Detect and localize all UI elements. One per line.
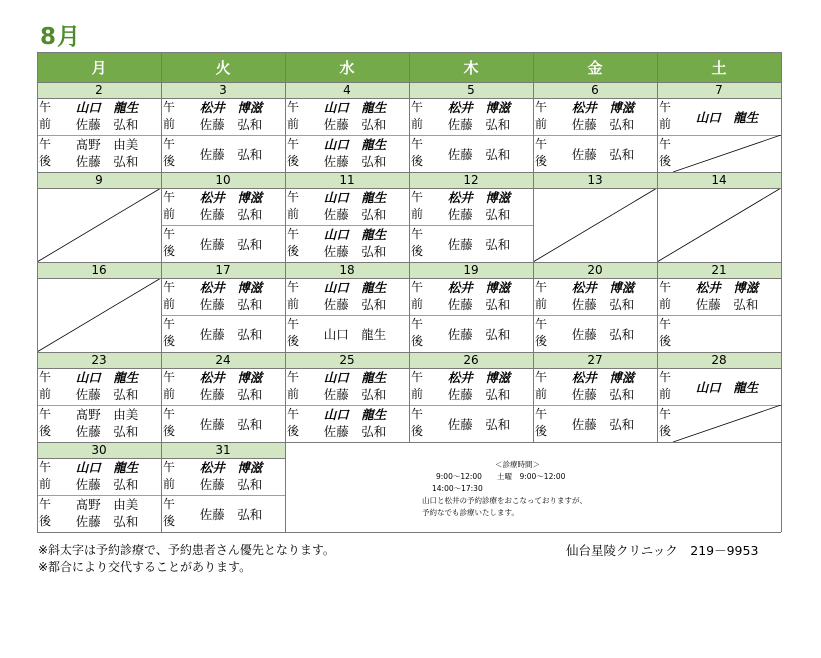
weekday-header: 土 xyxy=(657,52,781,82)
ampm-label: 前 xyxy=(658,117,671,131)
date-label: 2 xyxy=(37,82,161,98)
doctor-name: 山口 龍生 xyxy=(75,100,139,115)
grid-line xyxy=(781,52,782,532)
doctor-name: 佐藤 弘和 xyxy=(571,417,635,432)
ampm-label: 午 xyxy=(38,137,51,151)
ampm-label: 前 xyxy=(286,387,299,401)
doctor-name: 佐藤 弘和 xyxy=(447,297,511,312)
doctor-name: 松井 博滋 xyxy=(695,280,759,295)
slot-divider xyxy=(657,315,781,316)
ampm-label: 前 xyxy=(534,387,547,401)
ampm-label: 後 xyxy=(410,244,423,258)
date-label: 6 xyxy=(533,82,657,98)
doctor-name: 佐藤 弘和 xyxy=(323,424,387,439)
doctor-name: 佐藤 弘和 xyxy=(571,117,635,132)
page-title: 8月 xyxy=(40,24,82,50)
closed-diagonal xyxy=(673,135,781,172)
ampm-label: 午 xyxy=(162,227,175,241)
date-label: 18 xyxy=(285,262,409,278)
doctor-name: 佐藤 弘和 xyxy=(199,117,263,132)
grid-line xyxy=(161,52,162,532)
slot-divider xyxy=(161,405,285,406)
ampm-label: 午 xyxy=(162,370,175,384)
doctor-name: 山口 龍生 xyxy=(323,407,387,422)
closed-diagonal xyxy=(533,188,657,262)
doctor-name: 山口 龍生 xyxy=(323,100,387,115)
ampm-label: 後 xyxy=(534,424,547,438)
note-line-2: ※都合により交代することがあります。 xyxy=(38,560,252,574)
ampm-label: 午 xyxy=(534,100,547,114)
date-label: 4 xyxy=(285,82,409,98)
ampm-label: 午 xyxy=(286,280,299,294)
ampm-label: 前 xyxy=(162,477,175,491)
doctor-name: 松井 博滋 xyxy=(199,100,263,115)
ampm-label: 後 xyxy=(658,334,671,348)
ampm-label: 後 xyxy=(38,514,51,528)
ampm-label: 後 xyxy=(658,154,671,168)
date-label: 13 xyxy=(533,172,657,188)
doctor-name: 佐藤 弘和 xyxy=(447,387,511,402)
date-label: 14 xyxy=(657,172,781,188)
doctor-name: 松井 博滋 xyxy=(571,370,635,385)
doctor-name: 佐藤 弘和 xyxy=(75,514,139,529)
ampm-label: 後 xyxy=(162,334,175,348)
doctor-name: 松井 博滋 xyxy=(447,190,511,205)
doctor-name: 松井 博滋 xyxy=(447,280,511,295)
ampm-label: 午 xyxy=(38,407,51,421)
ampm-label: 午 xyxy=(286,100,299,114)
date-label: 24 xyxy=(161,352,285,368)
doctor-name: 佐藤 弘和 xyxy=(199,477,263,492)
ampm-label: 午 xyxy=(410,317,423,331)
date-label: 20 xyxy=(533,262,657,278)
ampm-label: 前 xyxy=(410,297,423,311)
doctor-name: 山口 龍生 xyxy=(695,380,759,395)
closed-diagonal xyxy=(37,188,161,262)
ampm-label: 前 xyxy=(658,387,671,401)
slot-divider xyxy=(533,315,657,316)
doctor-name: 山口 龍生 xyxy=(323,137,387,152)
ampm-label: 午 xyxy=(410,280,423,294)
ampm-label: 前 xyxy=(410,117,423,131)
slot-divider xyxy=(409,135,533,136)
ampm-label: 前 xyxy=(410,387,423,401)
weekday-header: 水 xyxy=(285,52,409,82)
ampm-label: 後 xyxy=(286,154,299,168)
ampm-label: 午 xyxy=(38,370,51,384)
doctor-name: 佐藤 弘和 xyxy=(199,207,263,222)
ampm-label: 前 xyxy=(286,207,299,221)
doctor-name: 佐藤 弘和 xyxy=(447,147,511,162)
doctor-name: 佐藤 弘和 xyxy=(447,327,511,342)
date-label: 10 xyxy=(161,172,285,188)
date-label: 17 xyxy=(161,262,285,278)
ampm-label: 後 xyxy=(658,424,671,438)
ampm-label: 午 xyxy=(286,227,299,241)
doctor-name: 山口 龍生 xyxy=(75,460,139,475)
closed-diagonal xyxy=(37,278,161,352)
doctor-name: 髙野 由美 xyxy=(75,497,139,512)
ampm-label: 午 xyxy=(162,407,175,421)
grid-line xyxy=(37,532,781,533)
hours-heading: ＜診療時間＞ xyxy=(495,460,540,469)
doctor-name: 佐藤 弘和 xyxy=(571,387,635,402)
date-label: 26 xyxy=(409,352,533,368)
hours-line: 9:00～12:00 土曜 9:00～12:00 xyxy=(436,472,566,481)
doctor-name: 佐藤 弘和 xyxy=(75,154,139,169)
ampm-label: 午 xyxy=(286,317,299,331)
ampm-label: 午 xyxy=(286,370,299,384)
doctor-name: 佐藤 弘和 xyxy=(199,387,263,402)
hours-line: 14:00～17:30 xyxy=(432,484,483,493)
hours-box xyxy=(286,443,781,532)
weekday-header: 金 xyxy=(533,52,657,82)
ampm-label: 後 xyxy=(534,334,547,348)
date-label: 30 xyxy=(37,442,161,458)
doctor-name: 山口 龍生 xyxy=(695,110,759,125)
hours-line: 予約なでも診療いたします。 xyxy=(422,508,519,517)
ampm-label: 後 xyxy=(38,424,51,438)
doctor-name: 髙野 由美 xyxy=(75,137,139,152)
doctor-name: 山口 龍生 xyxy=(323,370,387,385)
ampm-label: 前 xyxy=(162,207,175,221)
date-label: 7 xyxy=(657,82,781,98)
doctor-name: 佐藤 弘和 xyxy=(199,147,263,162)
doctor-name: 山口 龍生 xyxy=(323,190,387,205)
hours-line: 山口と松井の予約診療をおこなっておりますが、 xyxy=(422,496,587,505)
doctor-name: 佐藤 弘和 xyxy=(447,117,511,132)
ampm-label: 後 xyxy=(286,244,299,258)
grid-line xyxy=(37,52,38,532)
date-label: 3 xyxy=(161,82,285,98)
note-line-1: ※斜太字は予約診療で、予約患者さん優先となります。 xyxy=(38,543,335,557)
ampm-label: 午 xyxy=(286,137,299,151)
doctor-name: 松井 博滋 xyxy=(199,370,263,385)
ampm-label: 前 xyxy=(286,117,299,131)
closed-diagonal xyxy=(657,188,781,262)
ampm-label: 前 xyxy=(162,117,175,131)
ampm-label: 午 xyxy=(658,280,671,294)
ampm-label: 後 xyxy=(286,424,299,438)
date-label: 21 xyxy=(657,262,781,278)
doctor-name: 佐藤 弘和 xyxy=(199,327,263,342)
doctor-name: 佐藤 弘和 xyxy=(447,417,511,432)
doctor-name: 松井 博滋 xyxy=(571,280,635,295)
doctor-name: 佐藤 弘和 xyxy=(75,117,139,132)
ampm-label: 午 xyxy=(658,370,671,384)
ampm-label: 午 xyxy=(410,190,423,204)
ampm-label: 後 xyxy=(410,154,423,168)
weekday-header: 月 xyxy=(37,52,161,82)
ampm-label: 前 xyxy=(38,117,51,131)
doctor-name: 髙野 由美 xyxy=(75,407,139,422)
slot-divider xyxy=(161,135,285,136)
slot-divider xyxy=(161,225,285,226)
doctor-name: 佐藤 弘和 xyxy=(323,244,387,259)
ampm-label: 前 xyxy=(286,297,299,311)
doctor-name: 山口 龍生 xyxy=(323,280,387,295)
ampm-label: 午 xyxy=(658,407,671,421)
slot-divider xyxy=(409,225,533,226)
doctor-name: 佐藤 弘和 xyxy=(75,387,139,402)
ampm-label: 前 xyxy=(162,387,175,401)
doctor-name: 松井 博滋 xyxy=(571,100,635,115)
weekday-header: 火 xyxy=(161,52,285,82)
doctor-name: 佐藤 弘和 xyxy=(571,297,635,312)
ampm-label: 前 xyxy=(658,297,671,311)
doctor-name: 山口 龍生 xyxy=(323,227,387,242)
doctor-name: 佐藤 弘和 xyxy=(323,117,387,132)
ampm-label: 午 xyxy=(162,137,175,151)
date-label: 25 xyxy=(285,352,409,368)
date-label: 16 xyxy=(37,262,161,278)
ampm-label: 午 xyxy=(534,280,547,294)
date-label: 23 xyxy=(37,352,161,368)
ampm-label: 午 xyxy=(658,317,671,331)
ampm-label: 午 xyxy=(162,460,175,474)
slot-divider xyxy=(285,315,409,316)
doctor-name: 佐藤 弘和 xyxy=(75,477,139,492)
doctor-name: 佐藤 弘和 xyxy=(571,147,635,162)
ampm-label: 午 xyxy=(534,370,547,384)
ampm-label: 後 xyxy=(38,154,51,168)
slot-divider xyxy=(409,315,533,316)
ampm-label: 前 xyxy=(38,387,51,401)
ampm-label: 午 xyxy=(162,190,175,204)
ampm-label: 前 xyxy=(534,297,547,311)
ampm-label: 午 xyxy=(410,370,423,384)
ampm-label: 午 xyxy=(162,497,175,511)
date-label: 12 xyxy=(409,172,533,188)
ampm-label: 後 xyxy=(162,244,175,258)
ampm-label: 午 xyxy=(658,137,671,151)
doctor-name: 松井 博滋 xyxy=(199,460,263,475)
slot-divider xyxy=(533,405,657,406)
doctor-name: 佐藤 弘和 xyxy=(199,507,263,522)
ampm-label: 後 xyxy=(410,424,423,438)
clinic-contact: 仙台星陵クリニック 219－9953 xyxy=(566,543,759,558)
ampm-label: 午 xyxy=(162,280,175,294)
doctor-name: 山口 龍生 xyxy=(323,327,387,342)
date-label: 9 xyxy=(37,172,161,188)
doctor-name: 松井 博滋 xyxy=(447,370,511,385)
ampm-label: 後 xyxy=(162,424,175,438)
slot-divider xyxy=(161,495,285,496)
doctor-name: 松井 博滋 xyxy=(447,100,511,115)
date-label: 27 xyxy=(533,352,657,368)
ampm-label: 午 xyxy=(286,407,299,421)
ampm-label: 午 xyxy=(38,497,51,511)
ampm-label: 前 xyxy=(38,477,51,491)
slot-divider xyxy=(161,315,285,316)
doctor-name: 佐藤 弘和 xyxy=(199,237,263,252)
ampm-label: 午 xyxy=(410,137,423,151)
ampm-label: 午 xyxy=(410,407,423,421)
ampm-label: 午 xyxy=(38,460,51,474)
doctor-name: 佐藤 弘和 xyxy=(323,387,387,402)
ampm-label: 午 xyxy=(534,317,547,331)
ampm-label: 後 xyxy=(286,334,299,348)
ampm-label: 午 xyxy=(534,407,547,421)
doctor-name: 佐藤 弘和 xyxy=(199,297,263,312)
ampm-label: 前 xyxy=(410,207,423,221)
date-label: 19 xyxy=(409,262,533,278)
ampm-label: 午 xyxy=(410,227,423,241)
doctor-name: 佐藤 弘和 xyxy=(323,297,387,312)
date-label: 28 xyxy=(657,352,781,368)
doctor-name: 佐藤 弘和 xyxy=(695,297,759,312)
doctor-name: 山口 龍生 xyxy=(75,370,139,385)
ampm-label: 午 xyxy=(658,100,671,114)
doctor-name: 佐藤 弘和 xyxy=(75,424,139,439)
weekday-header: 木 xyxy=(409,52,533,82)
ampm-label: 午 xyxy=(38,100,51,114)
date-label: 11 xyxy=(285,172,409,188)
ampm-label: 後 xyxy=(534,154,547,168)
slot-divider xyxy=(409,405,533,406)
date-label: 31 xyxy=(161,442,285,458)
closed-diagonal xyxy=(673,405,781,442)
ampm-label: 午 xyxy=(162,317,175,331)
ampm-label: 午 xyxy=(534,137,547,151)
ampm-label: 後 xyxy=(162,514,175,528)
date-label: 5 xyxy=(409,82,533,98)
ampm-label: 前 xyxy=(534,117,547,131)
doctor-name: 佐藤 弘和 xyxy=(571,327,635,342)
ampm-label: 後 xyxy=(410,334,423,348)
slot-divider xyxy=(533,135,657,136)
ampm-label: 前 xyxy=(162,297,175,311)
ampm-label: 午 xyxy=(286,190,299,204)
ampm-label: 後 xyxy=(162,154,175,168)
doctor-name: 佐藤 弘和 xyxy=(323,154,387,169)
ampm-label: 午 xyxy=(410,100,423,114)
doctor-name: 佐藤 弘和 xyxy=(199,417,263,432)
doctor-name: 松井 博滋 xyxy=(199,190,263,205)
ampm-label: 午 xyxy=(162,100,175,114)
doctor-name: 佐藤 弘和 xyxy=(323,207,387,222)
doctor-name: 佐藤 弘和 xyxy=(447,237,511,252)
doctor-name: 松井 博滋 xyxy=(199,280,263,295)
doctor-name: 佐藤 弘和 xyxy=(447,207,511,222)
